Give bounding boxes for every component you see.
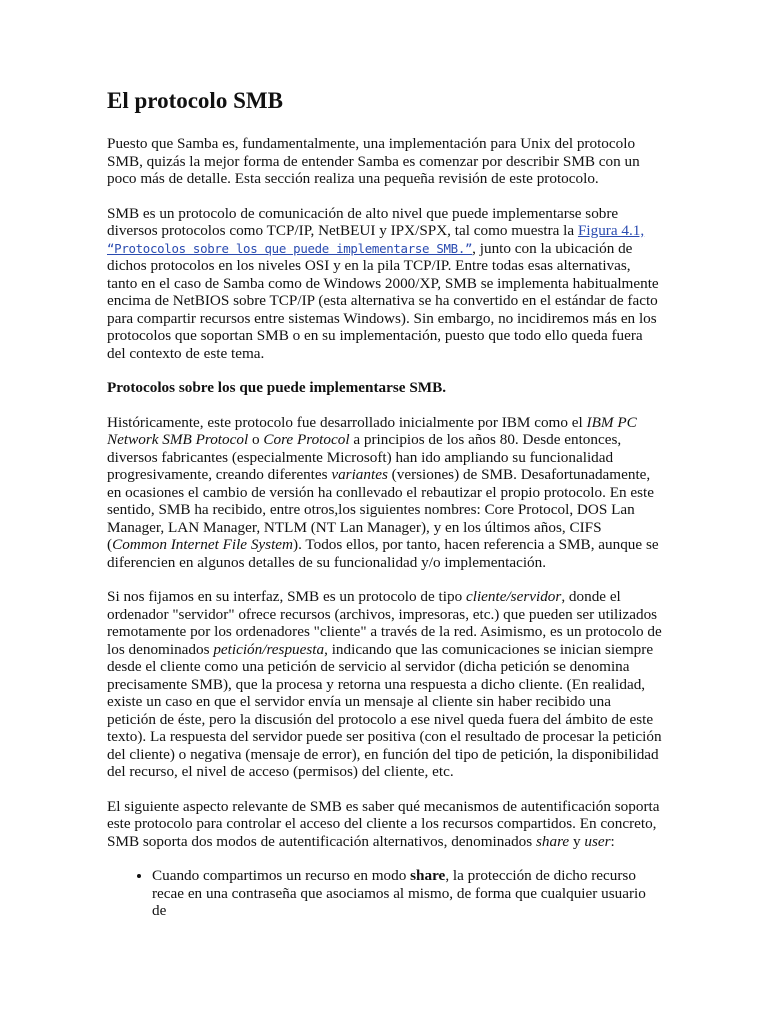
auth-paragraph — [107, 798, 663, 851]
history-italic-4: Common Internet File System — [112, 536, 294, 553]
auth-text-2: y — [569, 832, 585, 850]
figure-heading: Protocolos sobre los que puede implementarse SMB. — [107, 379, 447, 396]
history-text-3: a principios de los años 80. Desde entonces, diversos fabricantes (especialmente Microsoft) han ido ampliando su funcionalidad progresivamente, creando diferentes — [107, 431, 622, 483]
interface-text-3: , indicando que las comunicaciones se inician siempre desde el cliente como una petición de servicio al servidor (dicha petición se denomina precisamente SMB), que la procesa y retorna una respuesta a dicho cliente. (En realidad, existe un caso en que el servidor envía un mensaje al cliente sin haber recibido una petición de éste, pero la discusión del protocolo a ese nivel queda fuera del ámbito de este texto). La respuesta del servidor puede ser positiva (con el resultado de procesar la petición del cliente) o negativa (mensaje de error), en función del tipo de petición, la disponibilidad del recurso, el nivel de acceso (permisos) del cliente, etc. — [107, 640, 662, 780]
bullet-bold-1: share — [410, 867, 446, 884]
figure-link-number[interactable]: Figura 4.1, — [577, 222, 645, 239]
interface-text-2: , donde el ordenador "servidor" ofrece recursos (archivos, impresoras, etc.) que pueden ser utilizados remotamente por los ordenadores "cliente" a través de la red. Asimismo, es un protocolo de los denominados — [107, 588, 662, 658]
intro-paragraph: Puesto que Samba es, fundamentalmente, una implementación para Unix del protocolo SMB, quizás la mejor forma de entender Samba es comenzar por describir SMB con un poco más de detalle. Esta sección realiza una pequeña revisión de este protocolo. — [107, 135, 640, 187]
auth-text-3: : — [610, 832, 615, 850]
interface-text-1: Si nos fijamos en su interfaz, SMB es un protocolo de tipo — [107, 588, 466, 605]
history-italic-3: variantes — [331, 466, 388, 483]
interface-italic-1: cliente/servidor — [465, 588, 562, 605]
figure-link-caption[interactable]: “Protocolos sobre los que puede implementarse SMB.” — [107, 240, 473, 256]
auth-italic-2: user — [584, 832, 611, 850]
history-text-1: Históricamente, este protocolo fue desarrollado inicialmente por IBM como el — [107, 413, 587, 431]
history-text-5: ). Todos ellos, por tanto, hacen referencia a SMB, aunque se diferencien en algunos detalles de su funcionalidad y/o implementación. — [107, 536, 659, 571]
history-italic-1: IBM PC Network SMB Protocol — [107, 413, 637, 448]
bullet-text-1: Cuando compartimos un recurso en modo — [152, 867, 411, 884]
list-item — [152, 867, 663, 920]
interface-paragraph — [107, 588, 663, 781]
document-page — [107, 86, 663, 920]
protocols-text-2: , junto con la ubicación de dichos protocolos en los niveles OSI y en la pila TCP/IP. Entre todas esas alternativas, tanto en el caso de Samba como de Windows 2000/XP, SMB se implementa habitualmente encima de NetBIOS sobre TCP/IP (esta alternativa se ha convertido en el estándar de facto para compartir recursos entre sistemas Windows). Sin embargo, no incidiremos más en los protocolos que soportan SMB o en su implementación, puesto que todo ello queda fuera del contexto de este tema. — [107, 239, 659, 362]
auth-italic-1: share — [535, 832, 570, 850]
history-text-4: (versiones) de SMB. Desafortunadamente, en ocasiones el cambio de versión ha conllevado el rebautizar el propio protocolo. En este sentido, SMB ha recibido, entre otros,los siguientes nombres: Core Protocol, DOS Lan Manager, LAN Manager, NTLM (NT Lan Manager), y en los últimos años, CIFS ( — [107, 466, 654, 553]
protocols-text-1: SMB es un protocolo de comunicación de alto nivel que puede implementarse sobre diversos protocolos como TCP/IP, NetBEUI y IPX/SPX, tal como muestra la — [107, 204, 619, 239]
auth-text-1: El siguiente aspecto relevante de SMB es saber qué mecanismos de autentificación soporta este protocolo para controlar el acceso del cliente a los recursos compartidos. En concreto, SMB soporta dos modos de autentificación alternativos, denominados — [107, 797, 660, 850]
protocols-paragraph — [107, 205, 663, 363]
history-italic-2: Core Protocol — [263, 431, 350, 448]
history-paragraph — [107, 414, 663, 572]
interface-italic-2: petición/respuesta — [213, 640, 325, 658]
history-text-2: o — [248, 431, 264, 448]
auth-mode-list — [107, 867, 663, 920]
page-title: El protocolo SMB — [107, 88, 283, 113]
bullet-text-2: , la protección de dicho recurso recae en una contraseña que asociamos al mismo, de forma que cualquier usuario de — [152, 867, 646, 919]
